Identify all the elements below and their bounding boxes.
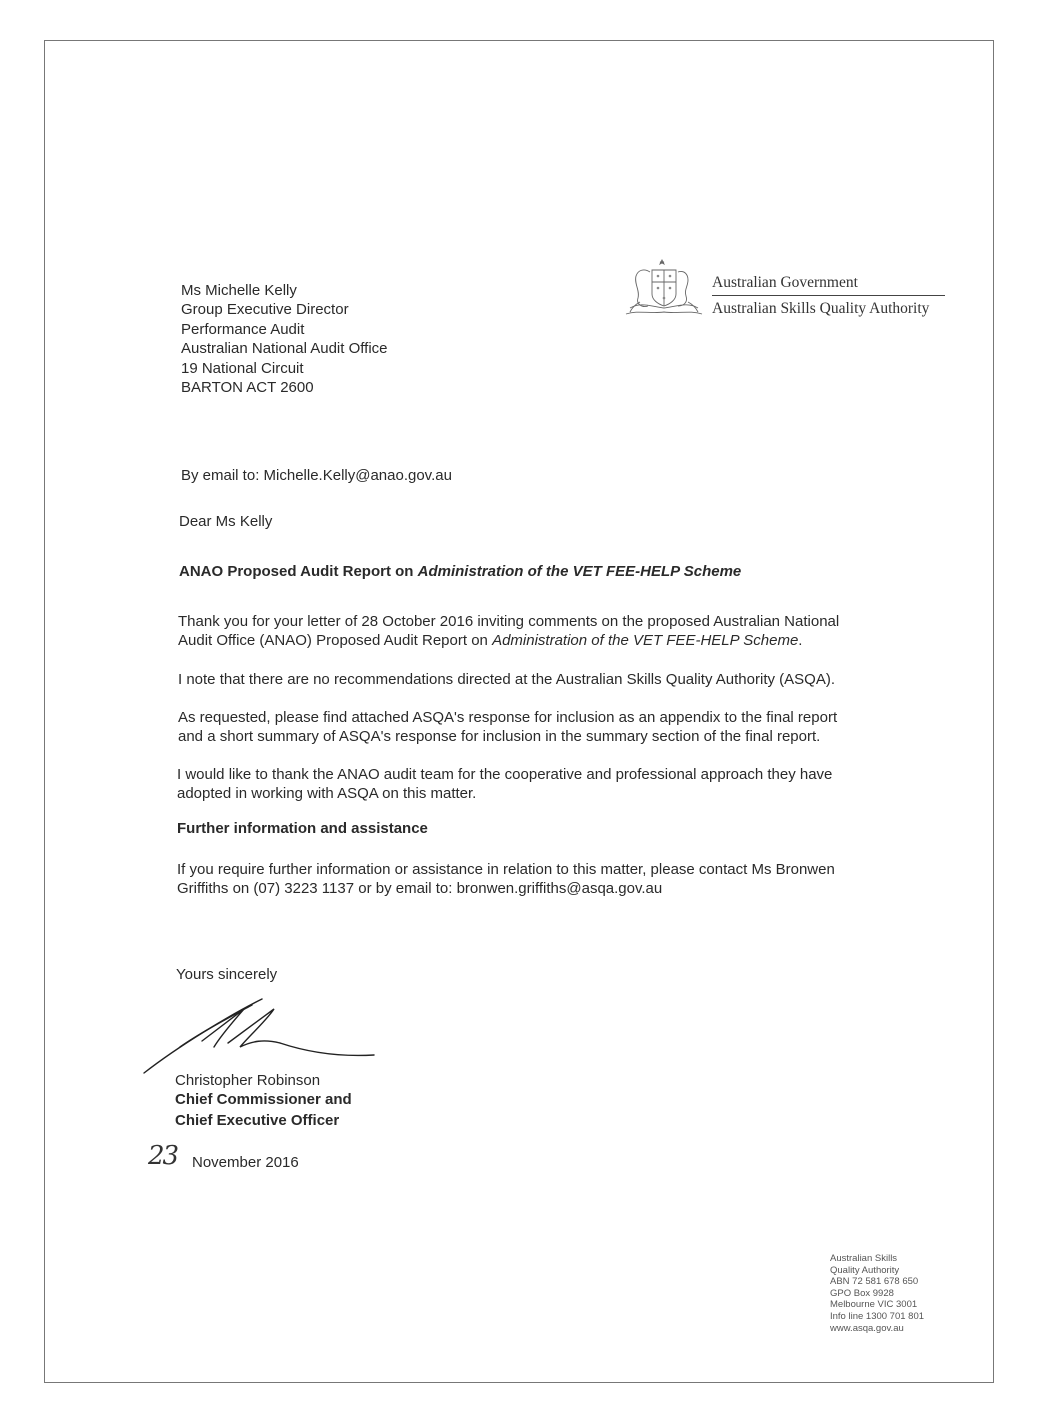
footer-line: Info line 1300 701 801 [830,1310,925,1322]
recipient-organisation: Australian National Audit Office [181,340,388,358]
footer-line: ABN 72 581 678 650 [830,1276,919,1288]
footer-line: GPO Box 9928 [830,1287,894,1299]
paragraph-4 [177,765,832,803]
footer-line: Quality Authority [830,1264,900,1276]
further-info-line-2: Griffiths on (07) 3223 1137 or by email to: bronwen.griffiths@asqa.gov.au [177,880,663,897]
email-line: By email to: Michelle.Kelly@anao.gov.au [181,467,452,484]
footer-line: Australian Skills [830,1253,898,1264]
further-info-text [177,860,835,898]
closing: Yours sincerely [176,966,278,983]
paragraph-3-line-2: and a short summary of ASQA's response for inclusion in the summary section of the final report. [178,728,821,745]
paragraph-1-line-2 [178,631,839,650]
recipient-address [181,281,388,397]
paragraph-1 [178,612,839,650]
letterhead-divider [712,295,945,296]
recipient-division: Performance Audit [181,320,305,338]
subject-heading [179,563,741,580]
paragraph-3 [178,708,837,746]
signatory-role-1: Chief Commissioner and [175,1091,352,1108]
paragraph-3-line-1: As requested, please find attached ASQA's response for inclusion as an appendix to the final report [178,709,838,726]
further-info-heading: Further information and assistance [177,820,428,837]
footer-address [830,1253,924,1334]
government-name: Australian Government [712,274,858,291]
paragraph-1-line-2-end: . [798,632,803,649]
agency-name: Australian Skills Quality Authority [712,300,930,317]
recipient-name: Ms Michelle Kelly [181,282,297,299]
recipient-title: Group Executive Director [181,301,349,319]
recipient-street: 19 National Circuit [181,359,304,377]
paragraph-4-line-2: adopted in working with ASQA on this matter. [177,785,477,802]
paragraph-4-line-1: I would like to thank the ANAO audit team for the cooperative and professional approach they have [177,766,833,783]
commonwealth-coat-of-arms-icon [620,258,708,320]
footer-website: www.asqa.gov.au [830,1322,904,1334]
signatory-role-2: Chief Executive Officer [175,1112,340,1129]
subject-prefix: ANAO Proposed Audit Report on [179,563,418,580]
handwritten-signature [140,995,390,1075]
date-month-year: November 2016 [192,1154,299,1171]
subject-italic: Administration of the VET FEE-HELP Scheme [417,563,742,580]
paragraph-1-line-2-italic: Administration of the VET FEE-HELP Scheme [492,632,799,649]
paragraph-2: I note that there are no recommendations directed at the Australian Skills Quality Authority (ASQA). [178,671,835,688]
recipient-city: BARTON ACT 2600 [181,379,314,397]
further-info-line-1: If you require further information or assistance in relation to this matter, please contact Ms Bronwen [177,861,835,878]
signatory-name: Christopher Robinson [175,1072,321,1089]
date-day-handwritten: 23 [148,1141,178,1171]
footer-line: Melbourne VIC 3001 [830,1299,918,1311]
salutation: Dear Ms Kelly [179,513,273,530]
paragraph-1-line-1: Thank you for your letter of 28 October 2016 inviting comments on the proposed Australian National [178,613,840,630]
paragraph-1-line-2-text: Audit Office (ANAO) Proposed Audit Report on [178,632,493,649]
letterhead [620,258,950,320]
